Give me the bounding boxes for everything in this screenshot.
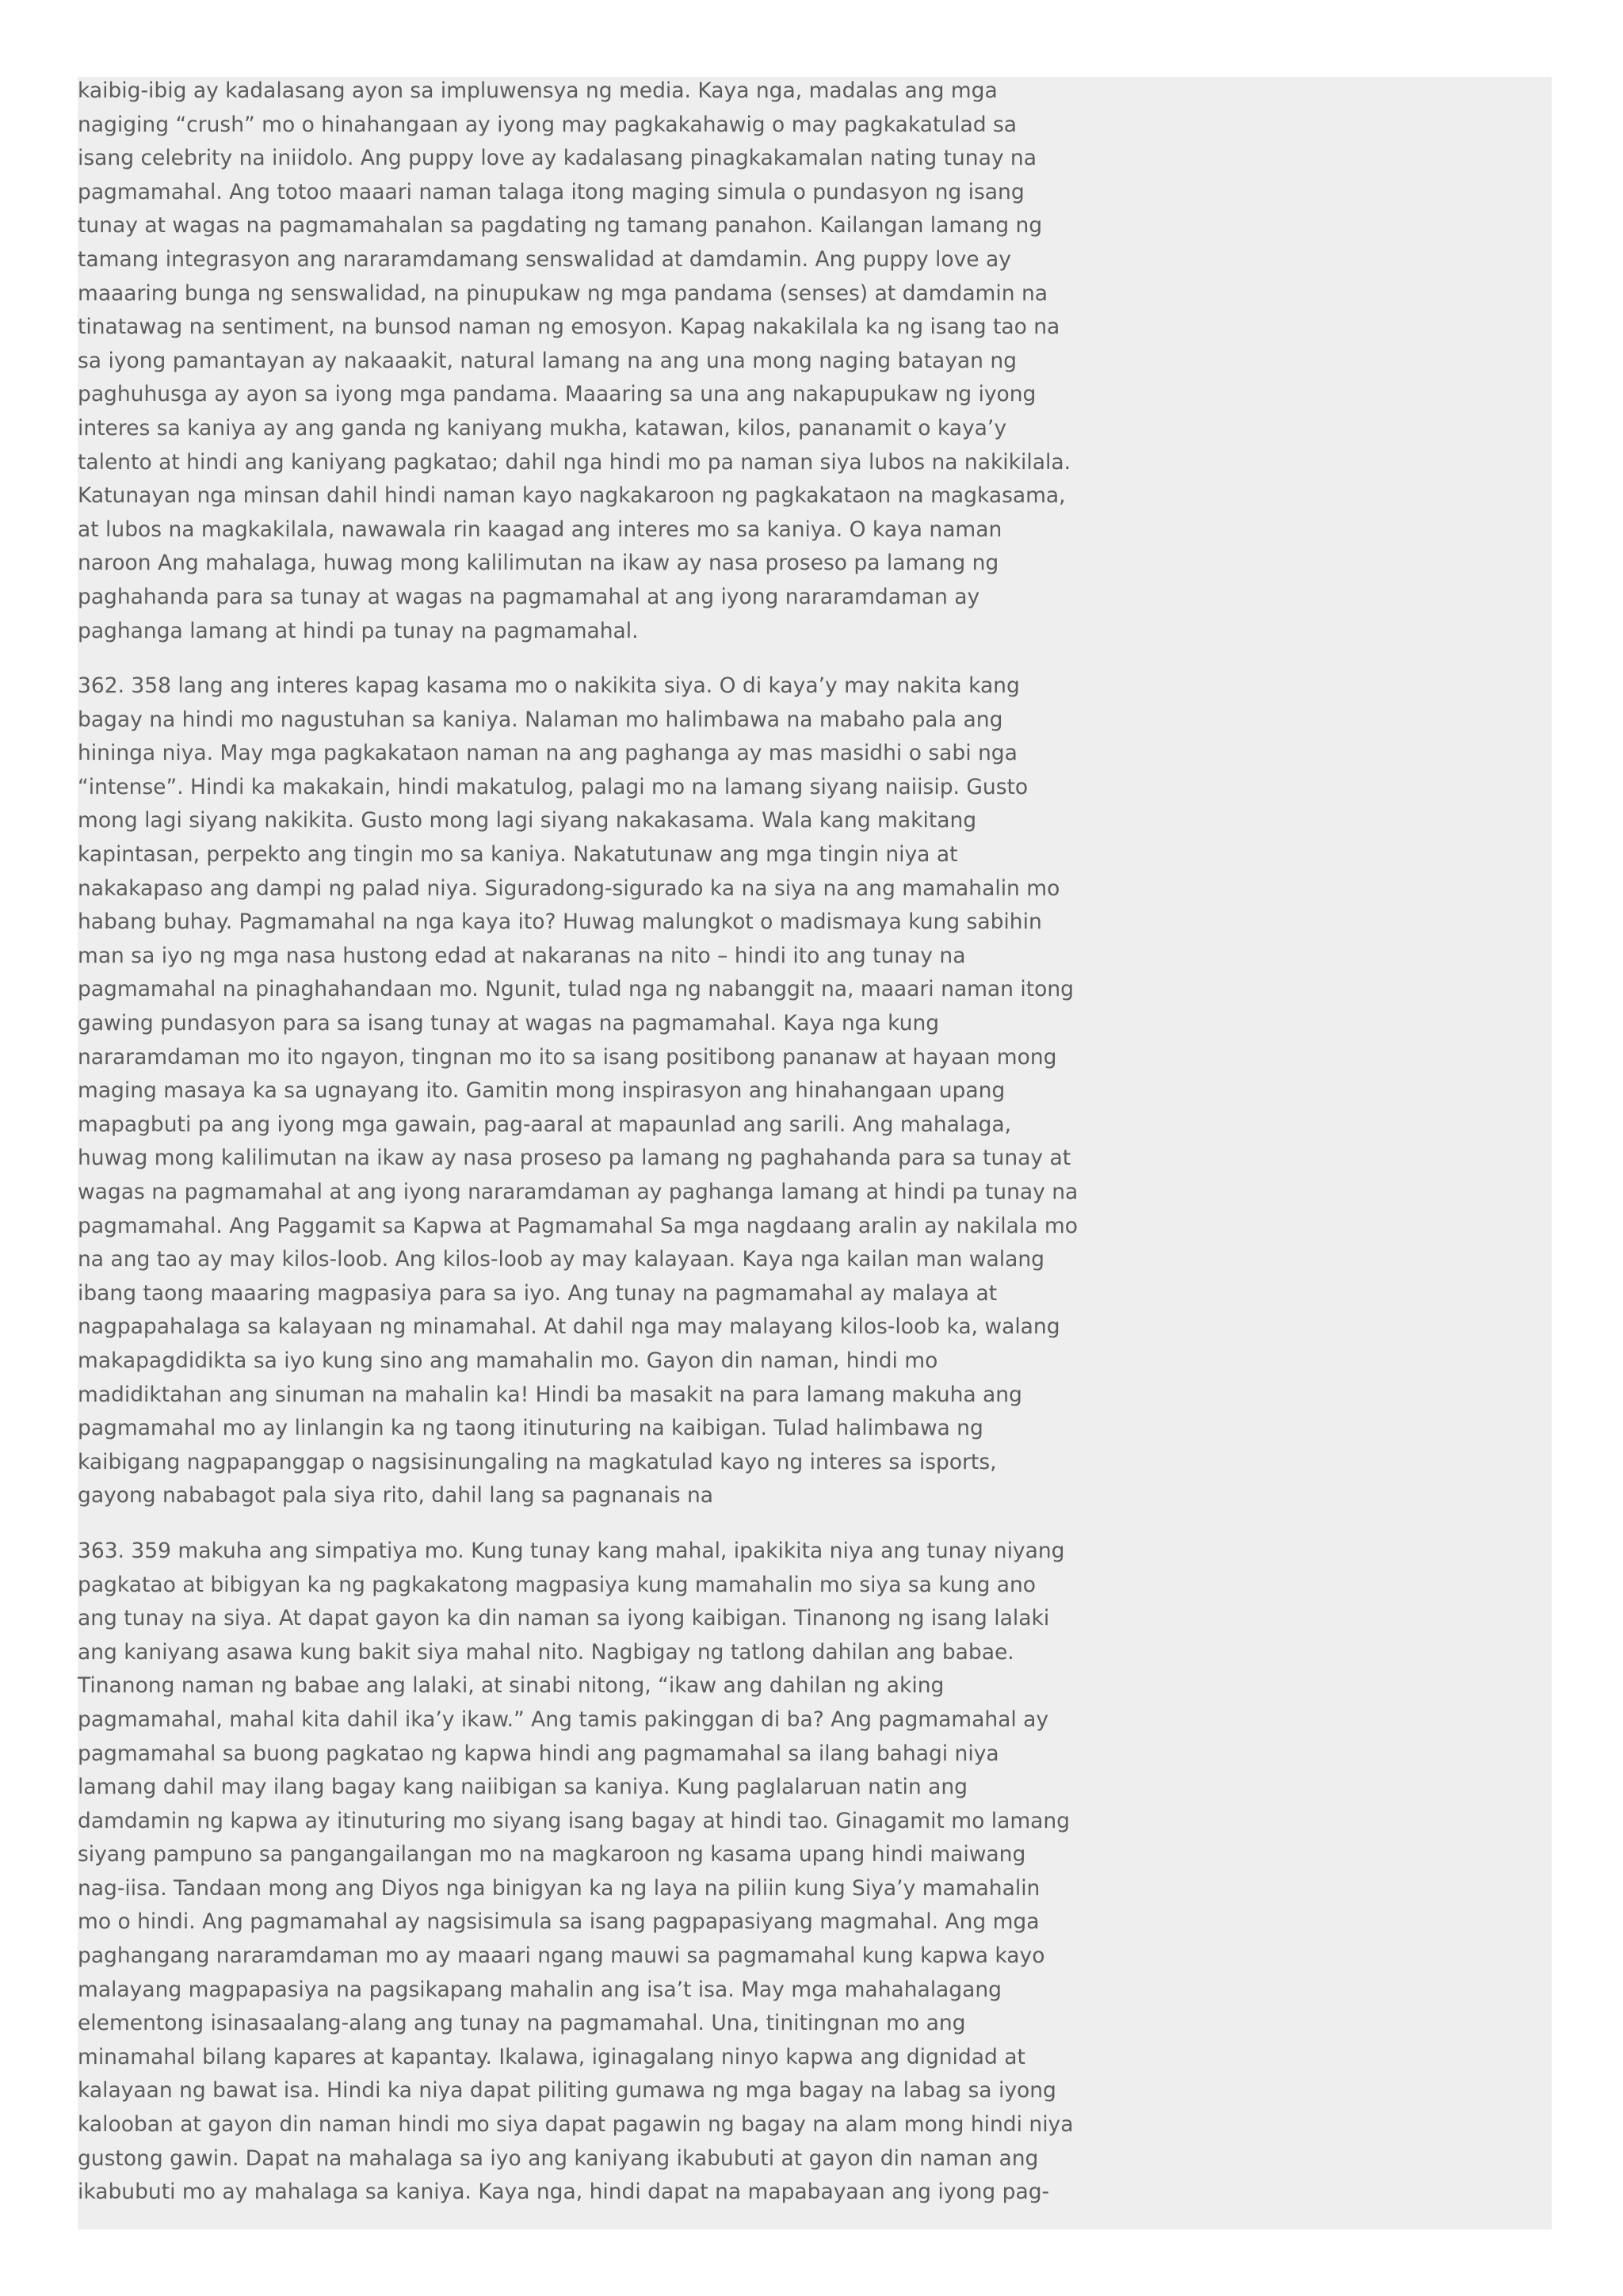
- text-line: tamang integrasyon ang nararamdamang senswalidad at damdamin. Ang puppy love ay: [78, 246, 1011, 272]
- text-line: ang tunay na siya. At dapat gayon ka din naman sa iyong kaibigan. Tinanong ng isang lalaki: [78, 1606, 1050, 1631]
- text-line: isang celebrity na iniidolo. Ang puppy love ay kadalasang pinagkakamalan nating tunay na: [78, 146, 1037, 171]
- text-line: kapintasan, perpekto ang tingin mo sa kaniya. Nakatutunaw ang mga tingin niya at: [78, 842, 958, 868]
- text-line: ibang taong maaaring magpasiya para sa iyo. Ang tunay na pagmamahal ay malaya at: [78, 1280, 998, 1306]
- text-line: pagmamahal sa buong pagkatao ng kapwa hindi ang pagmamahal sa ilang bahagi niya: [78, 1741, 999, 1766]
- document-body: [78, 74, 1079, 2231]
- paragraph-1: [78, 74, 1071, 648]
- text-line: huwag mong kalilimutan na ikaw ay nasa proseso pa lamang ng paghahanda para sa tunay at: [78, 1146, 1071, 1171]
- text-line: paghahanda para sa tunay at wagas na pagmamahal at ang iyong nararamdaman ay: [78, 584, 980, 609]
- text-line: pagmamahal na pinaghahandaan mo. Ngunit, tulad nga ng nabanggit na, maaari naman itong: [78, 977, 1074, 1002]
- paragraph-2: [78, 669, 1079, 1513]
- paragraph-3: [78, 1535, 1074, 2210]
- text-line: mong lagi siyang nakikita. Gusto mong lagi siyang nakakasama. Wala kang makitang: [78, 808, 977, 833]
- text-line: tunay at wagas na pagmamahalan sa pagdating ng tamang panahon. Kailangan lamang ng: [78, 213, 1043, 238]
- text-line: damdamin ng kapwa ay itinuturing mo siyang isang bagay at hindi tao. Ginagamit mo lamang: [78, 1808, 1070, 1833]
- text-line: paghangang nararamdaman mo ay maaari ngang mauwi sa pagmamahal kung kapwa kayo: [78, 1943, 1045, 1969]
- text-line: talento at hindi ang kaniyang pagkatao; dahil nga hindi mo pa naman siya lubos na nakikilala.: [78, 449, 1071, 475]
- text-line: habang buhay. Pagmamahal na nga kaya ito? Huwag malungkot o madismaya kung sabihin: [78, 910, 1042, 935]
- text-line: minamahal bilang kapares at kapantay. Ikalawa, iginagalang ninyo kapwa ang dignidad at: [78, 2044, 1025, 2069]
- text-line: pagmamahal, mahal kita dahil ika’y ikaw.” Ang tamis pakinggan di ba? Ang pagmamahal ay: [78, 1707, 1049, 1732]
- text-line: wagas na pagmamahal at ang iyong nararamdaman ay paghanga lamang at hindi pa tunay na: [78, 1180, 1079, 1204]
- text-line: Katunayan nga minsan dahil hindi naman kayo nagkakaroon ng pagkakataon na magkasama,: [78, 483, 1066, 509]
- text-line: nag-iisa. Tandaan mong ang Diyos nga binigyan ka ng laya na piliin kung Siya’y mamahalin: [78, 1875, 1041, 1901]
- text-line: sa iyong pamantayan ay nakaaakit, natural lamang na ang una mong naging batayan ng: [78, 348, 1017, 373]
- text-line: pagkatao at bibigyan ka ng pagkakatong magpasiya kung mamahalin mo siya sa kung ano: [78, 1572, 1036, 1597]
- text-line: 362. 358 lang ang interes kapag kasama mo o nakikita siya. O di kaya’y may nakita kang: [78, 673, 1020, 699]
- text-line: lamang dahil may ilang bagay kang naiibigan sa kaniya. Kung paglalaruan natin ang: [78, 1775, 968, 1800]
- text-line: nakakapaso ang dampi ng palad niya. Siguradong-sigurado ka na siya na ang mamahalin mo: [78, 875, 1060, 901]
- text-line: man sa iyo ng mga nasa hustong edad at nakaranas na nito – hindi ito ang tunay na: [78, 943, 966, 968]
- text-line: siyang pampuno sa pangangailangan mo na magkaroon ng kasama upang hindi maiwang: [78, 1842, 1026, 1867]
- text-line: makapagdidikta sa iyo kung sino ang mamahalin mo. Gayon din naman, hindi mo: [78, 1348, 938, 1373]
- text-line: kalayaan ng bawat isa. Hindi ka niya dapat piliting gumawa ng mga bagay na labag sa iyong: [78, 2078, 1056, 2103]
- text-line: mapagbuti pa ang iyong mga gawain, pag-aaral at mapaunlad ang sarili. Ang mahalaga,: [78, 1112, 1012, 1137]
- text-line: malayang magpapasiya na pagsikapang mahalin ang isa’t isa. May mga mahahalagang: [78, 1977, 1002, 2002]
- text-line: naroon Ang mahalaga, huwag mong kalilimutan na ikaw ay nasa proseso pa lamang ng: [78, 551, 999, 576]
- text-line: ikabubuti mo ay mahalaga sa kaniya. Kaya nga, hindi dapat na mapabayaan ang iyong pag-: [78, 2180, 1050, 2205]
- text-line: Tinanong naman ng babae ang lalaki, at sinabi nitong, “ikaw ang dahilan ng aking: [78, 1673, 945, 1699]
- text-line: mo o hindi. Ang pagmamahal ay nagsisimula sa isang pagpapasiyang magmahal. Ang mga: [78, 1909, 1040, 1935]
- text-line: kalooban at gayon din naman hindi mo siya dapat pagawin ng bagay na alam mong hindi niya: [78, 2112, 1074, 2138]
- text-line: na ang tao ay may kilos-loob. Ang kilos-loob ay may kalayaan. Kaya nga kailan man walang: [78, 1247, 1044, 1272]
- text-line: 363. 359 makuha ang simpatiya mo. Kung tunay kang mahal, ipakikita niya ang tunay niyang: [78, 1538, 1065, 1563]
- text-line: maaaring bunga ng senswalidad, na pinupukaw ng mga pandama (senses) at damdamin na: [78, 280, 1048, 306]
- text-line: gawing pundasyon para sa isang tunay at wagas na pagmamahal. Kaya nga kung: [78, 1011, 940, 1036]
- text-line: kaibigang nagpapanggap o nagsisinungaling na magkatulad kayo ng interes sa isports,: [78, 1449, 997, 1474]
- text-line: maging masaya ka sa ugnayang ito. Gamitin mong inspirasyon ang hinahangaan upang: [78, 1078, 1006, 1104]
- text-line: pagmamahal mo ay linlangin ka ng taong itinuturing na kaibigan. Tulad halimbawa ng: [78, 1416, 983, 1441]
- text-line: elementong isinasaalang-alang ang tunay na pagmamahal. Una, tinitingnan mo ang: [78, 2011, 966, 2036]
- text-line: pagmamahal. Ang totoo maaari naman talaga itong maging simula o pundasyon ng isang: [78, 179, 1025, 204]
- text-line: kaibig-ibig ay kadalasang ayon sa impluwensya ng media. Kaya nga, madalas ang mga: [78, 78, 998, 103]
- text-line: nagiging “crush” mo o hinahangaan ay iyong may pagkakahawig o may pagkakatulad sa: [78, 112, 1018, 137]
- text-line: at lubos na magkakilala, nawawala rin kaagad ang interes mo sa kaniya. O kaya naman: [78, 517, 1002, 542]
- text-line: interes sa kaniya ay ang ganda ng kaniyang mukha, katawan, kilos, pananamit o kaya’y: [78, 415, 1007, 441]
- text-line: tinatawag na sentiment, na bunsod naman ng emosyon. Kapag nakakilala ka ng isang tao na: [78, 315, 1060, 340]
- text-line: “intense”. Hindi ka makakain, hindi makatulog, palagi mo na lamang siyang naiisip. Gusto: [78, 774, 1029, 799]
- text-line: ang kaniyang asawa kung bakit siya mahal nito. Nagbigay ng tatlong dahilan ang babae.: [78, 1639, 1014, 1665]
- text-line: gustong gawin. Dapat na mahalaga sa iyo ang kaniyang ikabubuti at gayon din naman ang: [78, 2145, 1039, 2171]
- text-line: madidiktahan ang sinuman na mahalin ka! Hindi ba masakit na para lamang makuha ang: [78, 1382, 1022, 1407]
- text-line: hininga niya. May mga pagkakataon naman na ang paghanga ay mas masidhi o sabi nga: [78, 741, 1018, 766]
- text-line: nararamdaman mo ito ngayon, tingnan mo ito sa isang positibong pananaw at hayaan mong: [78, 1044, 1057, 1070]
- text-line: bagay na hindi mo nagustuhan sa kaniya. Nalaman mo halimbawa na mabaho pala ang: [78, 707, 1003, 732]
- text-line: paghanga lamang at hindi pa tunay na pagmamahal.: [78, 618, 639, 643]
- text-line: nagpapahalaga sa kalayaan ng minamahal. At dahil nga may malayang kilos-loob ka, walang: [78, 1314, 1060, 1340]
- text-line: gayong nababagot pala siya rito, dahil lang sa pagnanais na: [78, 1483, 714, 1508]
- text-line: paghuhusga ay ayon sa iyong mga pandama. Maaaring sa una ang nakapupukaw ng iyong: [78, 382, 1037, 407]
- text-line: pagmamahal. Ang Paggamit sa Kapwa at Pagmamahal Sa mga nagdaang aralin ay nakilala mo: [78, 1213, 1078, 1238]
